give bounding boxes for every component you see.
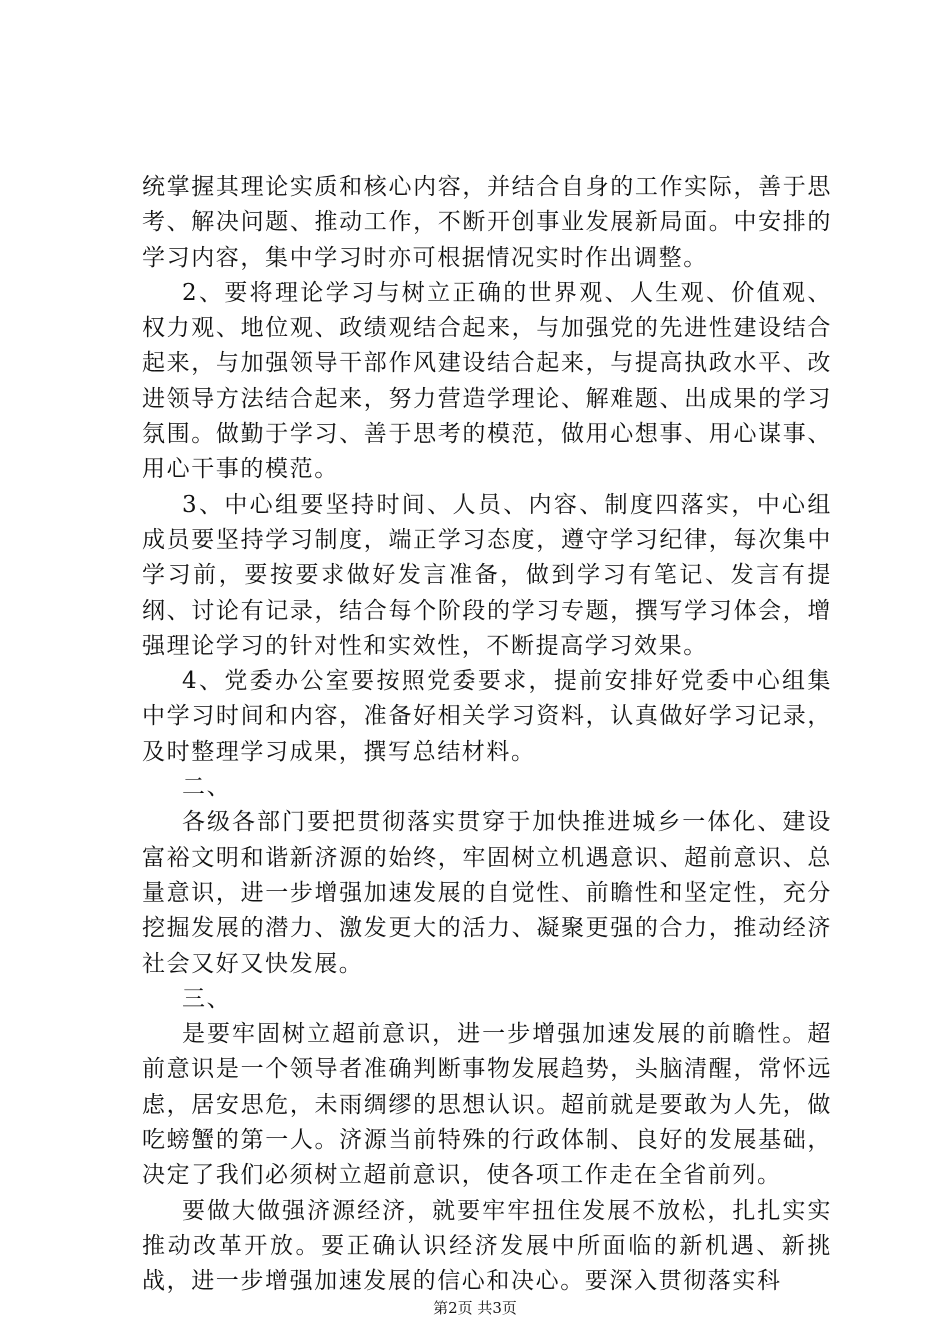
paragraph-6: 是要牢固树立超前意识，进一步增强加速发展的前瞻性。超前意识是一个领导者准确判断事物发展趋势，头脑清醒，常怀远虑，居安思危，未雨绸缪的思想认识。超前就是要敢为人先，做吃螃蟹的第一人。济源当前特殊的行政体制、良好的发展基础，决定了我们必须树立超前意识，使各项工作走在全省前列。 (142, 1021, 832, 1189)
paragraph-4: 4、党委办公室要按照党委要求，提前安排好党委中心组集中学习时间和内容，准备好相关学习资料，认真做好学习记录，及时整理学习成果，撰写总结材料。 (142, 668, 832, 765)
page-number-footer: 第2页 共3页 (433, 1299, 517, 1317)
paragraph-5: 各级各部门要把贯彻落实贯穿于加快推进城乡一体化、建设富裕文明和谐新济源的始终，牢固树立机遇意识、超前意识、总量意识，进一步增强加速发展的自觉性、前瞻性和坚定性，充分挖掘发展的潜力、激发更大的活力、凝聚更强的合力，推动经济社会又好又快发展。 (142, 809, 832, 977)
section-heading-2: 二、 (182, 774, 232, 801)
section-heading-3: 三、 (182, 985, 232, 1012)
paragraph-2: 2、要将理论学习与树立正确的世界观、人生观、价值观、权力观、地位观、政绩观结合起来，与加强党的先进性建设结合起来，与加强领导干部作风建设结合起来，与提高执政水平、改进领导方法结合起来，努力营造学理论、解难题、出成果的学习氛围。做勤于学习、善于思考的模范，做用心想事、用心谋事、用心干事的模范。 (142, 279, 832, 483)
paragraph-7: 要做大做强济源经济，就要牢牢扭住发展不放松，扎扎实实推动改革开放。要正确认识经济发展中所面临的新机遇、新挑战，进一步增强加速发展的信心和决心。要深入贯彻落实科 (142, 1197, 832, 1295)
document-body (142, 170, 832, 1300)
paragraph-1: 统掌握其理论实质和核心内容，并结合自身的工作实际，善于思考、解决问题、推动工作，不断开创事业发展新局面。中安排的学习内容，集中学习时亦可根据情况实时作出调整。 (142, 174, 832, 271)
paragraph-3: 3、中心组要坚持时间、人员、内容、制度四落实，中心组成员要坚持学习制度，端正学习态度，遵守学习纪律，每次集中学习前，要按要求做好发言准备，做到学习有笔记、发言有提纲、讨论有记录，结合每个阶段的学习专题，撰写学习体会，增强理论学习的针对性和实效性，不断提高学习效果。 (142, 491, 832, 659)
